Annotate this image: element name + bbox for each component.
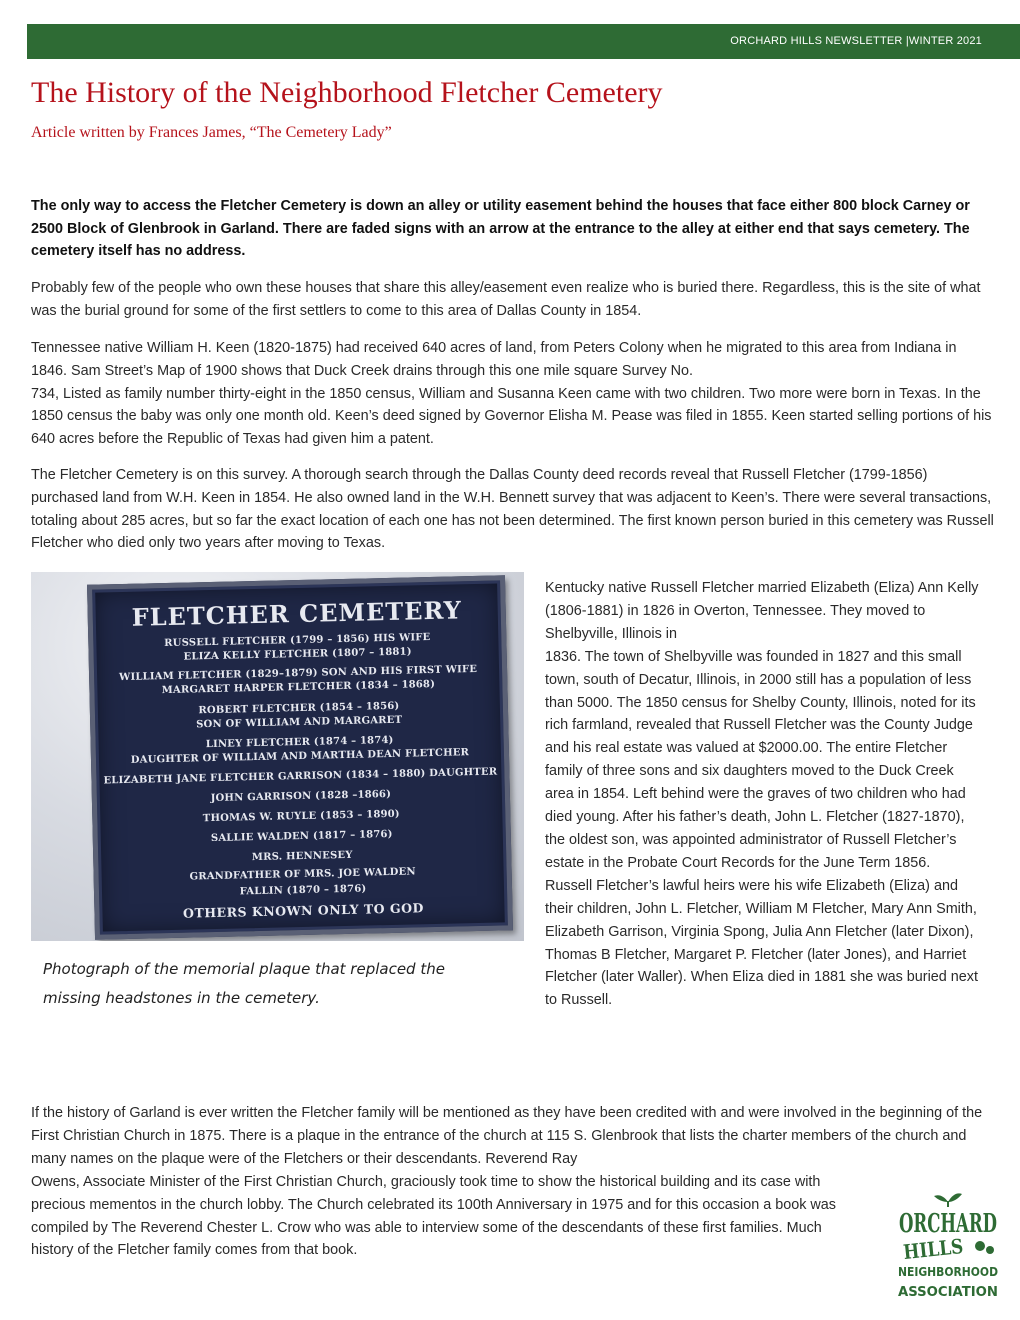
logo-word-association: ASSOCIATION bbox=[898, 1285, 998, 1300]
article-title: The History of the Neighborhood Fletcher Cemetery bbox=[31, 76, 663, 109]
plaque-line: ELIZA KELLY FLETCHER (1807 – 1881) bbox=[183, 646, 412, 663]
plaque-line: FALLIN (1870 – 1876) bbox=[239, 883, 367, 898]
sidebar-paragraph-part2: 1836. The town of Shelbyville was founded in 1827 and this small town, south of Decatur, Illinois, in 2000 still has a population of less than 5000. The 1850 census for Shelby County, Illinois, noted for its rich farmland, revealed that Russell Fletcher was the County Judge and his real estate was valued at $2000.00. The entire Fletcher family of three sons and six daughters moved to the Duck Creek area in 1854. Left behind were the graves of two children who had died young. After his father’s death, John L. Fletcher (1827-1870), the oldest son, was appointed administrator of Russell Fletcher’s estate in the Probate Court Records for the June Term 1856. Russell Fletcher’s lawful heirs were his wife Elizabeth (Eliza) and their children, John L. Fletcher, William M Fletcher, Mary Ann Smith, Elizabeth Garrison, Virginia Spong, Julia Ann Fletcher (later Dixon), Thomas B Fletcher, Margaret P. Fletcher (later Jones), and Harriet Fletcher (later Waller). When Eliza died in 1881 she was buried next to Russell. bbox=[545, 648, 978, 1009]
newsletter-header-text: ORCHARD HILLS NEWSLETTER |WINTER 2021 bbox=[730, 35, 982, 47]
plaque-photo bbox=[31, 572, 524, 941]
paragraph-keen-part2: 734, Listed as family number thirty-eight in the 1850 census, William and Susanna Keen came with two children. Two more were born in Texas. In the 1850 census the baby was only one month old. Keen’s deed signed by Governor Elisha M. Pease was filed in 1855. Keen started selling portions of his 640 acres before the Republic of Texas had given him a patent. bbox=[31, 385, 992, 448]
plaque-line: SALLIE WALDEN (1817 – 1876) bbox=[210, 828, 393, 845]
paragraph-church: If the history of Garland is ever written the Fletcher family will be mentioned as they have been credited with and were involved in the beginning of the First Christian Church in 1875. There is a plaque in the entrance of the church at 115 S. Glenbrook that lists the charter members of the church and many names on the plaque were of the Fletchers or their descendants. Reverend Ray bbox=[31, 1105, 983, 1167]
article-byline: Article written by Frances James, “The Cemetery Lady” bbox=[31, 124, 392, 141]
paragraph-keen bbox=[31, 337, 996, 451]
sidebar-paragraph-russell bbox=[545, 577, 981, 1012]
plaque-line: ROBERT FLETCHER (1854 – 1856) bbox=[198, 700, 400, 717]
plaque-line: MRS. HENNESEY bbox=[251, 849, 353, 864]
paragraph-residents: Probably few of the people who own these houses that share this alley/easement even realize who is buried there. Regardless, this is the site of what was the burial ground for some of the first settlers to come to this area of Dallas County in 1854. bbox=[31, 280, 981, 319]
orchard-hills-logo bbox=[892, 1186, 1004, 1308]
plaque-line: THOMAS W. RUYLE (1853 – 1890) bbox=[202, 808, 400, 825]
lead-paragraph: The only way to access the Fletcher Cemetery is down an alley or utility easement behind the houses that face either 800 block Carney or 2500 Block of Glenbrook in Garland. There are faded signs with an arrow at the entrance to the alley at either end that says cemetery. The cemetery itself has no address. bbox=[31, 198, 970, 259]
plaque-line: LINEY FLETCHER (1874 – 1874) bbox=[205, 734, 394, 751]
newsletter-header-bar bbox=[27, 24, 1020, 59]
plaque-line: WILLIAM FLETCHER (1829–1879) SON AND HIS FIRST WIFE bbox=[118, 663, 478, 684]
plaque-line: MARGARET HARPER FLETCHER (1834 – 1868) bbox=[161, 678, 436, 697]
plaque-heading: FLETCHER CEMETERY bbox=[131, 595, 463, 632]
sidebar-paragraph-part1: Kentucky native Russell Fletcher married Elizabeth (Eliza) Ann Kelly (1806-1881) in 1826 in Overton, Tennessee. They moved to Shelbyville, Illinois in bbox=[545, 580, 979, 642]
memorial-plaque bbox=[87, 575, 513, 939]
plaque-footer: OTHERS KNOWN ONLY TO GOD bbox=[182, 900, 425, 921]
apple-icon bbox=[975, 1241, 994, 1254]
photo-caption: Photograph of the memorial plaque that replaced the missing headstones in the cemetery. bbox=[43, 960, 445, 1007]
plaque-line: DAUGHTER OF WILLIAM AND MARTHA DEAN FLETCHER bbox=[130, 747, 470, 766]
plaque-line: SON OF WILLIAM AND MARGARET bbox=[196, 714, 403, 731]
tree-sprout-icon bbox=[934, 1193, 962, 1207]
plaque-line: JOHN GARRISON (1828 –1866) bbox=[210, 788, 392, 805]
paragraph-church-continued: Owens, Associate Minister of the First Christian Church, graciously took time to show the historical building and its case with precious mementos in the church lobby. The Church celebrated its 100th Anniversary in 1975 and for this occasion a book was compiled by The Reverend Chester L. Crow who was able to interview some of the descendants of these first families. Much history of the Fletcher family comes from that book. bbox=[31, 1174, 836, 1259]
plaque-line: RUSSELL FLETCHER (1799 – 1856) HIS WIFE bbox=[164, 632, 431, 650]
plaque-line: ELIZABETH JANE FLETCHER GARRISON (1834 – 1880) DAUGHTER bbox=[103, 766, 498, 787]
plaque-line: GRANDFATHER OF MRS. JOE WALDEN bbox=[189, 866, 416, 883]
logo-word-neighborhood: NEIGHBORHOOD bbox=[898, 1265, 999, 1279]
paragraph-survey: The Fletcher Cemetery is on this survey. A thorough search through the Dallas County deed records reveal that Russell Fletcher (1799-1856) purchased land from W.H. Keen in 1854. He also owned land in the W.H. Bennett survey that was adjacent to Keen’s. There were several transactions, totaling about 285 acres, but so far the exact location of each one has not been determined. The first known person buried in this cemetery was Russell Fletcher who died only two years after moving to Texas. bbox=[31, 467, 994, 552]
logo-word-hills: HILLS bbox=[902, 1232, 976, 1265]
paragraph-keen-part1: Tennessee native William H. Keen (1820-1875) had received 640 acres of land, from Peters Colony when he migrated to this area from Indiana in 1846. Sam Street’s Map of 1900 shows that Duck Creek drains through this one mile square Survey No. bbox=[31, 340, 957, 379]
logo-word-orchard: ORCHARD bbox=[899, 1209, 997, 1239]
